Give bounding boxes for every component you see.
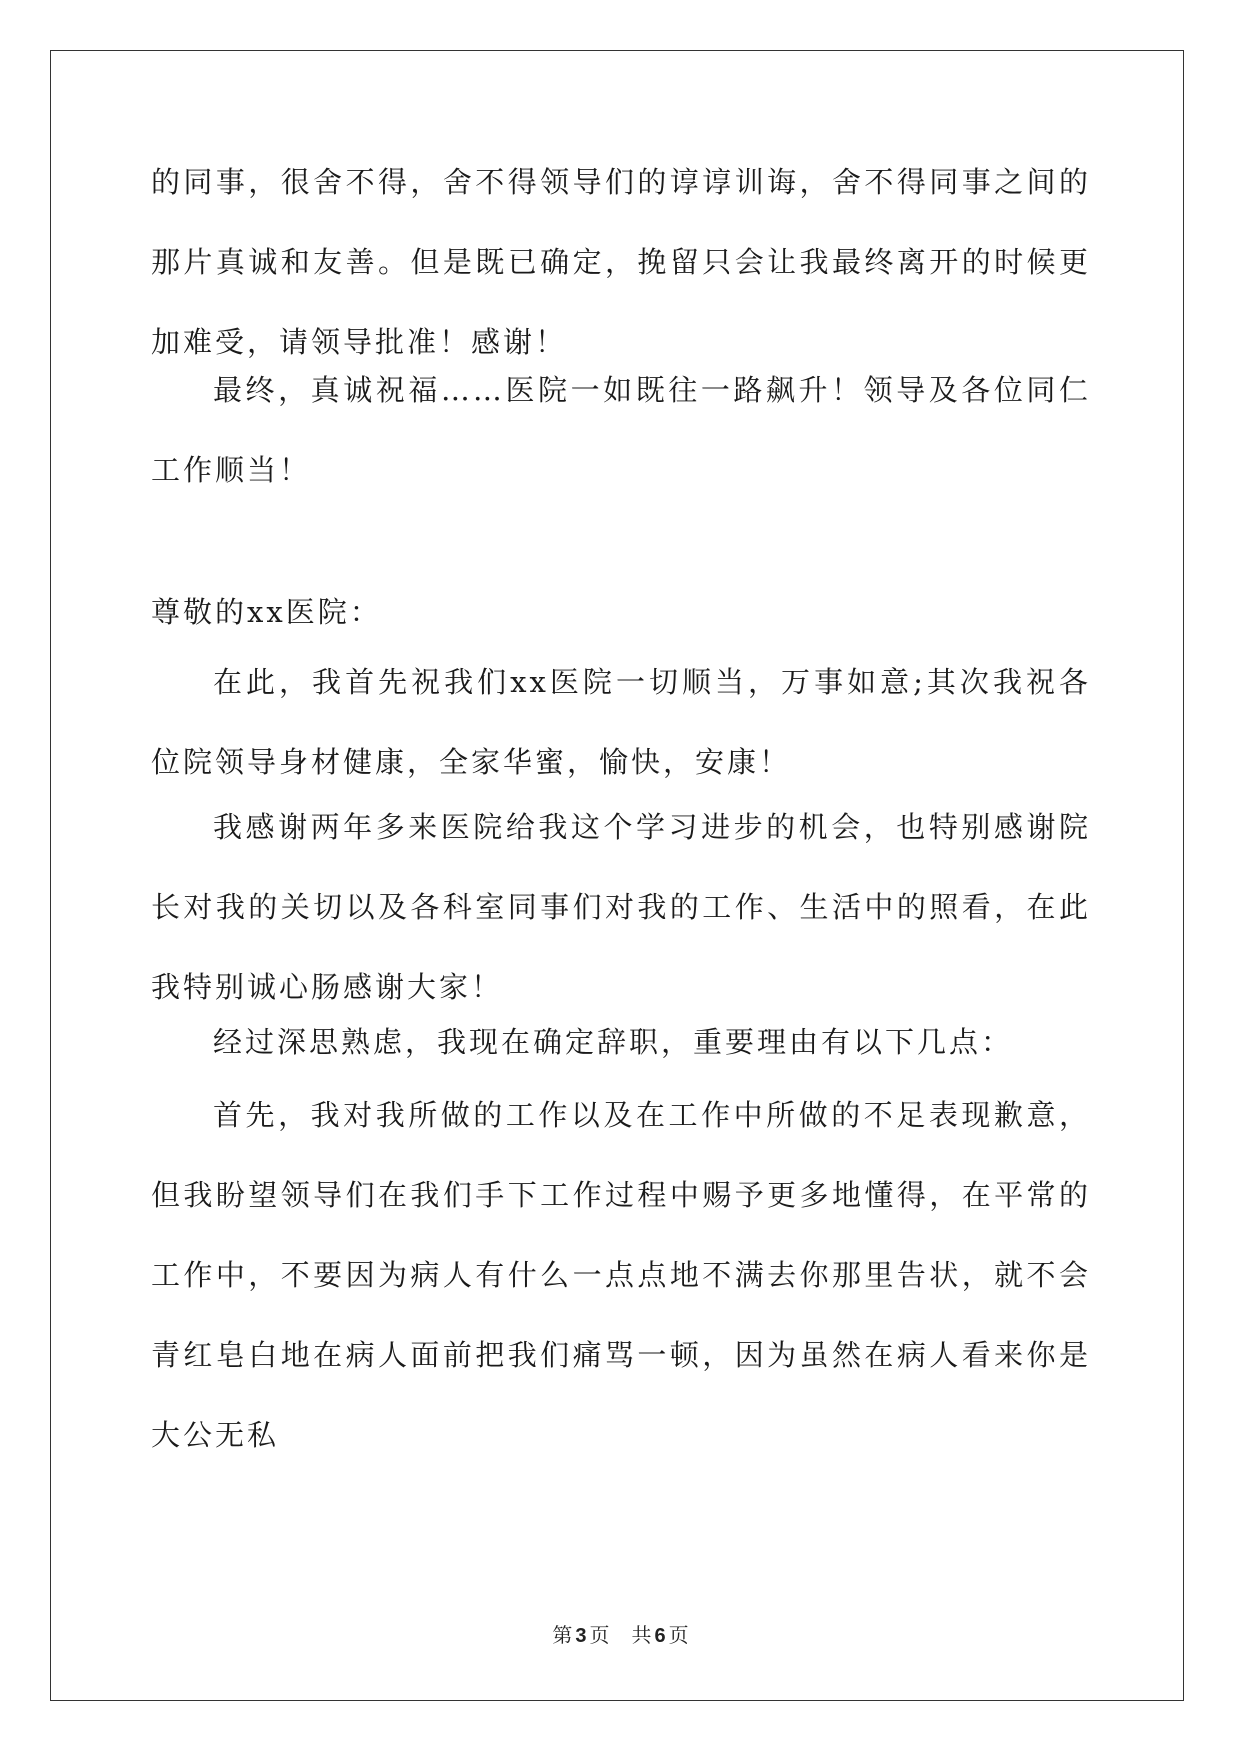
paragraph-gratitude: 我感谢两年多来医院给我这个学习进步的机会，也特别感谢院长对我的关切以及各科室同事们对我的工作、生活中的照看，在此我特别诚心肠感谢大家！: [151, 810, 1091, 1004]
paragraph-greeting: 在此，我首先祝我们xx医院一切顺当，万事如意;其次我祝各位院领导身材健康，全家华蜜，愉快，安康！: [151, 665, 1091, 779]
page-label-prefix: 第: [552, 1623, 573, 1647]
total-label-suffix: 页: [668, 1623, 689, 1647]
page-label-suffix: 页: [589, 1623, 610, 1647]
letter-salutation: 尊敬的xx医院：: [151, 595, 382, 629]
paragraph-first-reason: 首先，我对我所做的工作以及在工作中所做的不足表现歉意，但我盼望领导们在我们手下工作过程中赐予更多地懂得，在平常的工作中，不要因为病人有什么一点点地不满去你那里告状，就不会青红皂白地在病人面前把我们痛骂一顿，因为虽然在病人看来你是大公无私: [151, 1098, 1091, 1452]
total-page-count: 6: [654, 1625, 666, 1647]
current-page-number: 3: [575, 1625, 587, 1647]
paragraph-continuation: 的同事，很舍不得，舍不得领导们的谆谆训诲，舍不得同事之间的那片真诚和友善。但是既已确定，挽留只会让我最终离开的时候更加难受，请领导批准！感谢！: [151, 165, 1091, 359]
paragraph-closing-wishes: 最终，真诚祝福……医院一如既往一路飙升！领导及各位同仁工作顺当！: [151, 373, 1091, 487]
page-footer: [0, 1622, 1241, 1649]
total-label-prefix: 共: [631, 1623, 652, 1647]
paragraph-resignation-reasons: 经过深思熟虑，我现在确定辞职，重要理由有以下几点：: [213, 1025, 1014, 1059]
